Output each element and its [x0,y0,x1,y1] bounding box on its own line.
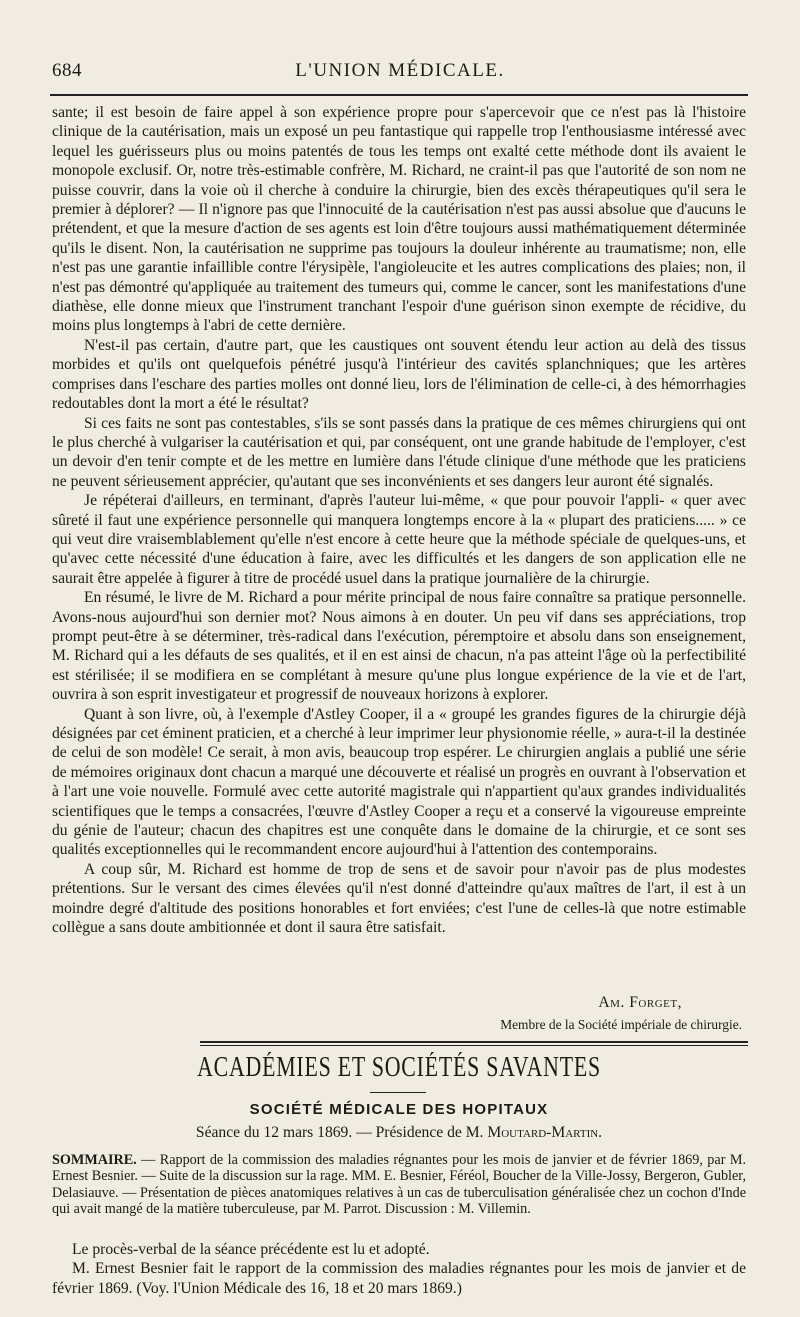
header-rule [50,94,748,96]
rapport-paragraph: M. Ernest Besnier fait le rapport de la commission des maladies régnantes pour les mois de janvier et de février 1869. (Voy. l'Union Médicale des 16, 18 et 20 mars 1869.) [52,1260,746,1297]
section-title: ACADÉMIES ET SOCIÉTÉS SAVANTES [197,1052,601,1083]
sommaire-text: — Rapport de la commission des maladies régnantes pour les mois de janvier et de février 1869, par M. Ernest Besnier. — Suite de la discussion sur la rage. MM. E. Besnier, Féréol, Boucher de la Ville-Jossy, Bergeron, Gubler, Delasiauve. — Présentation de pièces anatomiques relatives à un cas de tuberculisation généralisée chez un cochon d'Inde qui avait mangé de la matière tuberculeuse, par M. Parrot. Discussion : M. Villemin. [52,1152,746,1217]
seance-line [52,1124,746,1142]
sommaire-label: SOMMAIRE. [52,1152,137,1168]
page-number: 684 [52,60,82,81]
signature-block [52,993,742,1035]
section-rule-top [200,1041,748,1043]
section-separator [370,1092,426,1093]
section-rule-bottom [200,1045,748,1046]
paragraph: Si ces faits ne sont pas contestables, s'ils se sont passés dans la pratique de ces mêmes chirurgiens qui ont le plus cherché à vulgariser la cautérisation et qui, par conséquent, ont une grande habitude de l'employer, c'est un devoir d'en tenir compte et de les mettre en lumière dans l'étude clinique d'une méthode que les praticiens ne peuvent sérieusement apprécier, qu'autant que ses inconvénients et ses dangers leur auront été signalés. [52,414,746,490]
paragraph: Je répéterai d'ailleurs, en terminant, d'après l'auteur lui-même, « que pour pouvoir l'appli- « quer avec sûreté il faut une expérience personnelle qui manquera longtemps encore à la « plupart des praticiens..... » ce qui veut dire vraisemblablement qu'elle n'est encore à cette heure que la méthode spéciale de quelques-uns, et qu'avec cette nécessité d'une éducation à faire, avec les difficultés et les dangers de son application elle ne saurait être appelée à figurer à titre de procédé usuel dans la pratique journalière de la chirurgie. [52,492,746,587]
society-name: SOCIÉTÉ MÉDICALE DES HOPITAUX [249,1101,549,1118]
seance-president: Moutard-Martin. [487,1124,603,1141]
sommaire [52,1152,746,1217]
author-name-text: Am. Forget, [598,994,682,1011]
paragraph: sante; il est besoin de faire appel à son expérience propre pour s'apercevoir que ce n'est pas là l'histoire clinique de la cautérisation, mais un exposé un peu fantastique qui rappelle trop l'enthousiasme intéressé avec lequel les guérisseurs plus ou moins patentés de tous les temps ont exalté cette méthode dont ils avaient le monopole exclusif. Or, notre très-estimable confrère, M. Richard, ne craint-il pas que l'autorité de son nom ne puisse couvrir, dans la voie où il cherche à conduire la chirurgie, bien des excès thérapeutiques qu'il sera le premier à déplorer? — Il n'ignore pas que l'innocuité de la cautérisation n'est pas aussi absolue que d'aucuns le prétendent, et que la mesure d'action de ses agents est loin d'être toujours aussi mathématiquement déterminée qu'ils le disent. Non, la cautérisation ne supprime pas toujours la douleur inhérente au traumatisme; non, elle n'est pas une garantie infaillible contre l'érysipèle, l'angioleucite et les autres complications des plaies; non, il n'est pas démontré qu'appliquée au traitement des tumeurs qui, comme le cancer, sont les manifestations d'une diathèse, elle donne mieux que l'instrument tranchant l'espoir d'une guérison sinon exempte de récidive, du moins plus longtemps à l'abri de cette dernière. [52,104,746,335]
running-title: L'UNION MÉDICALE. [295,60,505,81]
paragraph: A coup sûr, M. Richard est homme de trop de sens et de savoir pour n'avoir pas de plus modestes prétentions. Sur le versant des cimes élevées qu'il n'est donné d'atteindre qu'aux maîtres de l'art, il est à un moindre degré d'altitude des positions honorables et fort enviées; c'est l'une de celles-là que notre estimable collègue a sans doute ambitionnée et dont il saura être satisfait. [52,860,746,937]
author-role: Membre de la Société impériale de chirurgie. [500,1017,742,1032]
author-name [52,993,742,1013]
page-header [52,60,748,88]
paragraph: N'est-il pas certain, d'autre part, que les caustiques ont souvent étendu leur action au delà des tissus morbides et qu'ils ont quelquefois pénétré jusqu'à l'intérieur des cavités splanchniques; que les artères comprises dans l'eschare des parties molles ont donné lieu, lors de l'élimination de celle-ci, à des hémorrhagies redoutables dont la mort a été le résultat? [52,336,746,413]
seance-body [52,1240,746,1298]
article-body [52,103,746,937]
seance-prefix: Séance du 12 mars 1869. — Présidence de M. [195,1124,488,1141]
paragraph: Quant à son livre, où, à l'exemple d'Astley Cooper, il a « groupé les grandes figures de la chirurgie déjà désignées par cet éminent praticien, et a cherché à leur imprimer leur physionomie réelle, » aura-t-il la destinée de celui de son modèle! Ce serait, à mon avis, beaucoup trop espérer. Le chirurgien anglais a publié une série de mémoires originaux dont chacun a marqué une découverte et réalisé un progrès en ouvrant à l'observation et à l'art une voie nouvelle. Formulé avec cette autorité magistrale qui n'appartient qu'aux grandes individualités scientifiques que le temps a consacrées, l'œuvre d'Astley Cooper a reçu et a conservé la vigoureuse empreinte du génie de l'auteur; chacun des chapitres est une conquête dans le domaine de la chirurgie, et ce sont ses qualités exceptionnelles qui le recommandent encore aujourd'hui à l'attention des contemporains. [52,705,746,859]
paragraph: En résumé, le livre de M. Richard a pour mérite principal de nous faire connaître sa pratique personnelle. Avons-nous aujourd'hui son dernier mot? Nous aimons à en douter. Un peu vif dans ses appréciations, trop prompt peut-être à se déterminer, très-radical dans l'exécution, péremptoire et absolu dans son enseignement, M. Richard qui a les défauts de ses qualités, et il en est ainsi de chacun, n'a pas atteint l'âge où la perfectibilité est stérilisée; il se modifiera en se complétant à mesure qu'une plus longue expérience de la vie et de l'art, ouvrira à son esprit investigateur et progressif de nouveaux horizons à explorer. [52,589,746,704]
proces-verbal: Le procès-verbal de la séance précédente est lu et adopté. [72,1241,430,1258]
